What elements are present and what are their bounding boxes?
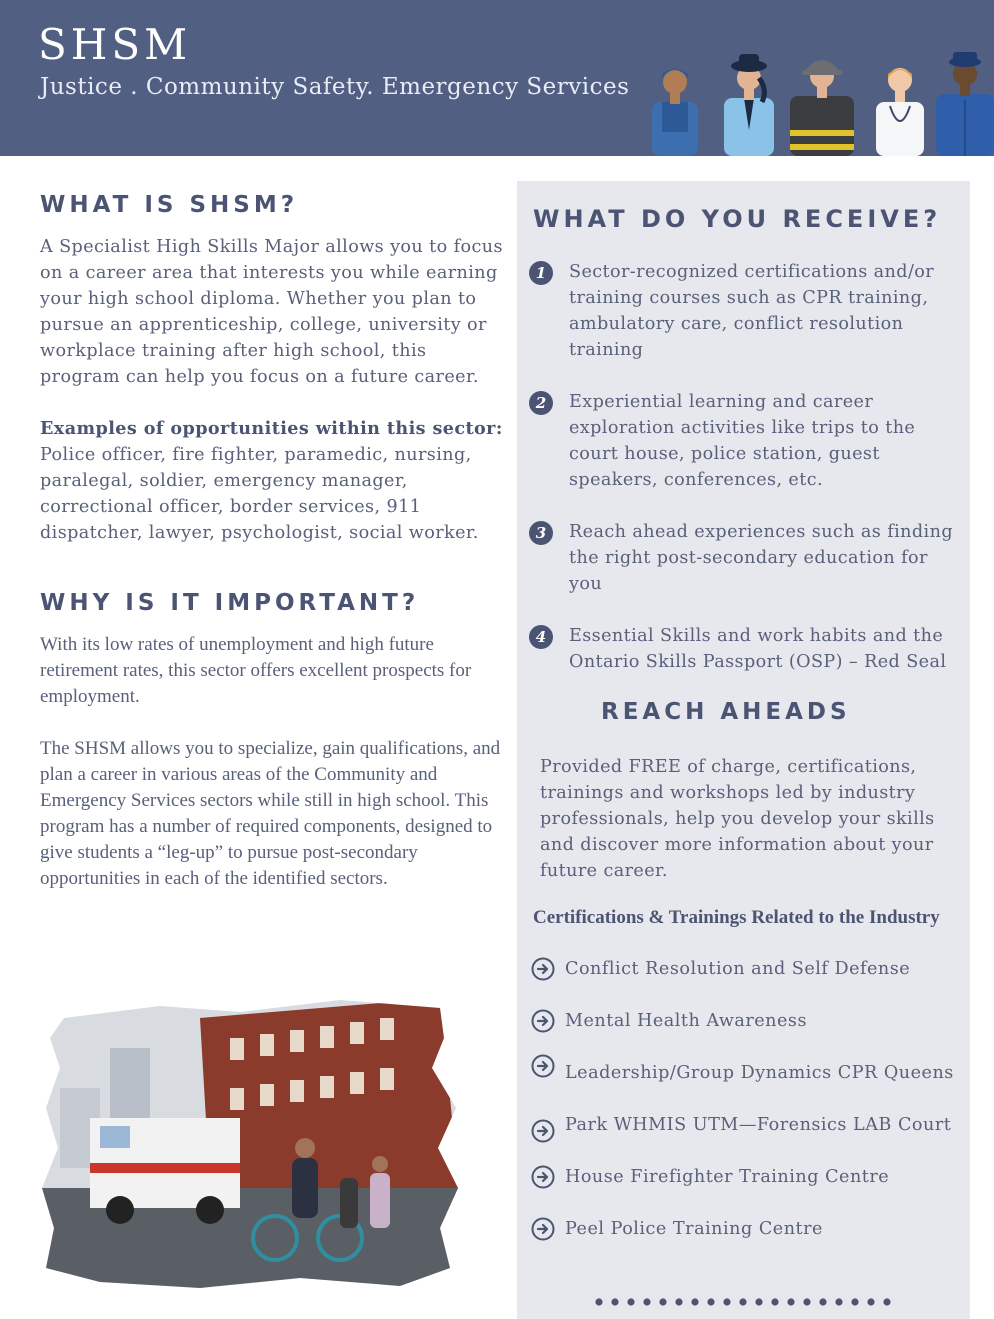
examples-paragraph xyxy=(40,416,510,546)
police-officer-figure xyxy=(724,54,774,156)
receive-item-4-text: Essential Skills and work habits and the Ontario Skills Passport (OSP) – Red Seal xyxy=(569,626,947,672)
examples-label: Examples of opportunities within this sector: xyxy=(40,418,503,439)
number-3-icon: 3 xyxy=(529,521,553,545)
why-important-paragraph-1: With its low rates of unemployment and high future retirement rates, this sector offers excellent prospects for employment. xyxy=(40,634,472,707)
dotted-divider xyxy=(593,1295,893,1309)
what-is-shsm-body: A Specialist High Skills Major allows you to focus on a career area that interests you while earning your high school diploma. Whether you plan to pursue an apprenticeship, college, university or workplace training after high school, this program can help you focus on a future career. xyxy=(40,237,503,387)
examples-body: Police officer, fire fighter, paramedic, nursing, paralegal, soldier, emergency manager, correctional officer, border services, 911 dispatcher, lawyer, psychologist, social worker. xyxy=(40,445,479,543)
cert-item-text: Leadership/Group Dynamics CPR Queens xyxy=(565,1063,954,1083)
nurse-figure xyxy=(876,68,924,156)
what-is-shsm-heading: WHAT IS SHSM? xyxy=(40,192,299,218)
cert-item xyxy=(531,1216,969,1246)
header-banner xyxy=(0,0,994,156)
arrow-circle-right-icon xyxy=(531,1054,555,1078)
arrow-circle-right-icon xyxy=(531,1165,555,1189)
cert-item-text: Conflict Resolution and Self Defense xyxy=(565,959,911,979)
left-column xyxy=(40,192,510,892)
reach-aheads-body: Provided FREE of charge, certifications, trainings and workshops led by industry professionals, help you develop your skills and discover more information about your future career. xyxy=(540,757,935,881)
cert-item-text: Park WHMIS UTM—Forensics LAB Court xyxy=(565,1115,952,1135)
cert-item-text: Peel Police Training Centre xyxy=(565,1219,823,1239)
why-important-paragraph-2: The SHSM allows you to specialize, gain qualifications, and plan a career in various areas of the Community and Emergency Services sectors while still in high school. This program has a number of required components, designed to give students a “leg-up” to pursue post-secondary opportunities in each of the identified sectors. xyxy=(40,738,501,889)
certifications-heading: Certifications & Trainings Related to the Industry xyxy=(533,907,940,928)
cert-item xyxy=(531,1008,969,1038)
number-4-icon: 4 xyxy=(529,625,553,649)
street-ambulance-photo xyxy=(40,998,460,1288)
arrow-circle-right-icon xyxy=(531,957,555,981)
number-1-icon: 1 xyxy=(529,261,553,285)
why-important-heading: WHY IS IT IMPORTANT? xyxy=(40,590,420,616)
mechanic-figure xyxy=(652,69,698,156)
firefighter-figure xyxy=(790,60,854,156)
number-2-icon: 2 xyxy=(529,391,553,415)
cert-item-text: Mental Health Awareness xyxy=(565,1011,807,1031)
cert-item xyxy=(531,1060,969,1090)
receive-item-2-text: Experiential learning and career exploration activities like trips to the court house, police station, guest speakers, conferences, etc. xyxy=(569,392,916,490)
right-panel xyxy=(517,181,970,1319)
header-tagline: Justice . Community Safety. Emergency Services xyxy=(40,74,630,100)
workers-illustration xyxy=(640,40,994,156)
cert-item-text: House Firefighter Training Centre xyxy=(565,1167,890,1187)
arrow-circle-right-icon xyxy=(531,1009,555,1033)
cert-item xyxy=(531,956,969,986)
arrow-circle-right-icon xyxy=(531,1217,555,1241)
what-do-you-receive-heading: WHAT DO YOU RECEIVE? xyxy=(533,205,942,233)
receive-item-1-text: Sector-recognized certifications and/or training courses such as CPR training, ambulatory care, conflict resolution training xyxy=(569,262,935,360)
reach-aheads-heading: REACH AHEADS xyxy=(601,699,851,725)
arrow-circle-right-icon xyxy=(531,1119,555,1143)
receive-item-3-text: Reach ahead experiences such as finding the right post-secondary education for you xyxy=(569,522,953,594)
brand-title: SHSM xyxy=(38,20,192,69)
cert-item xyxy=(531,1112,969,1142)
cert-item xyxy=(531,1164,969,1194)
uniformed-officer-figure xyxy=(936,52,994,156)
